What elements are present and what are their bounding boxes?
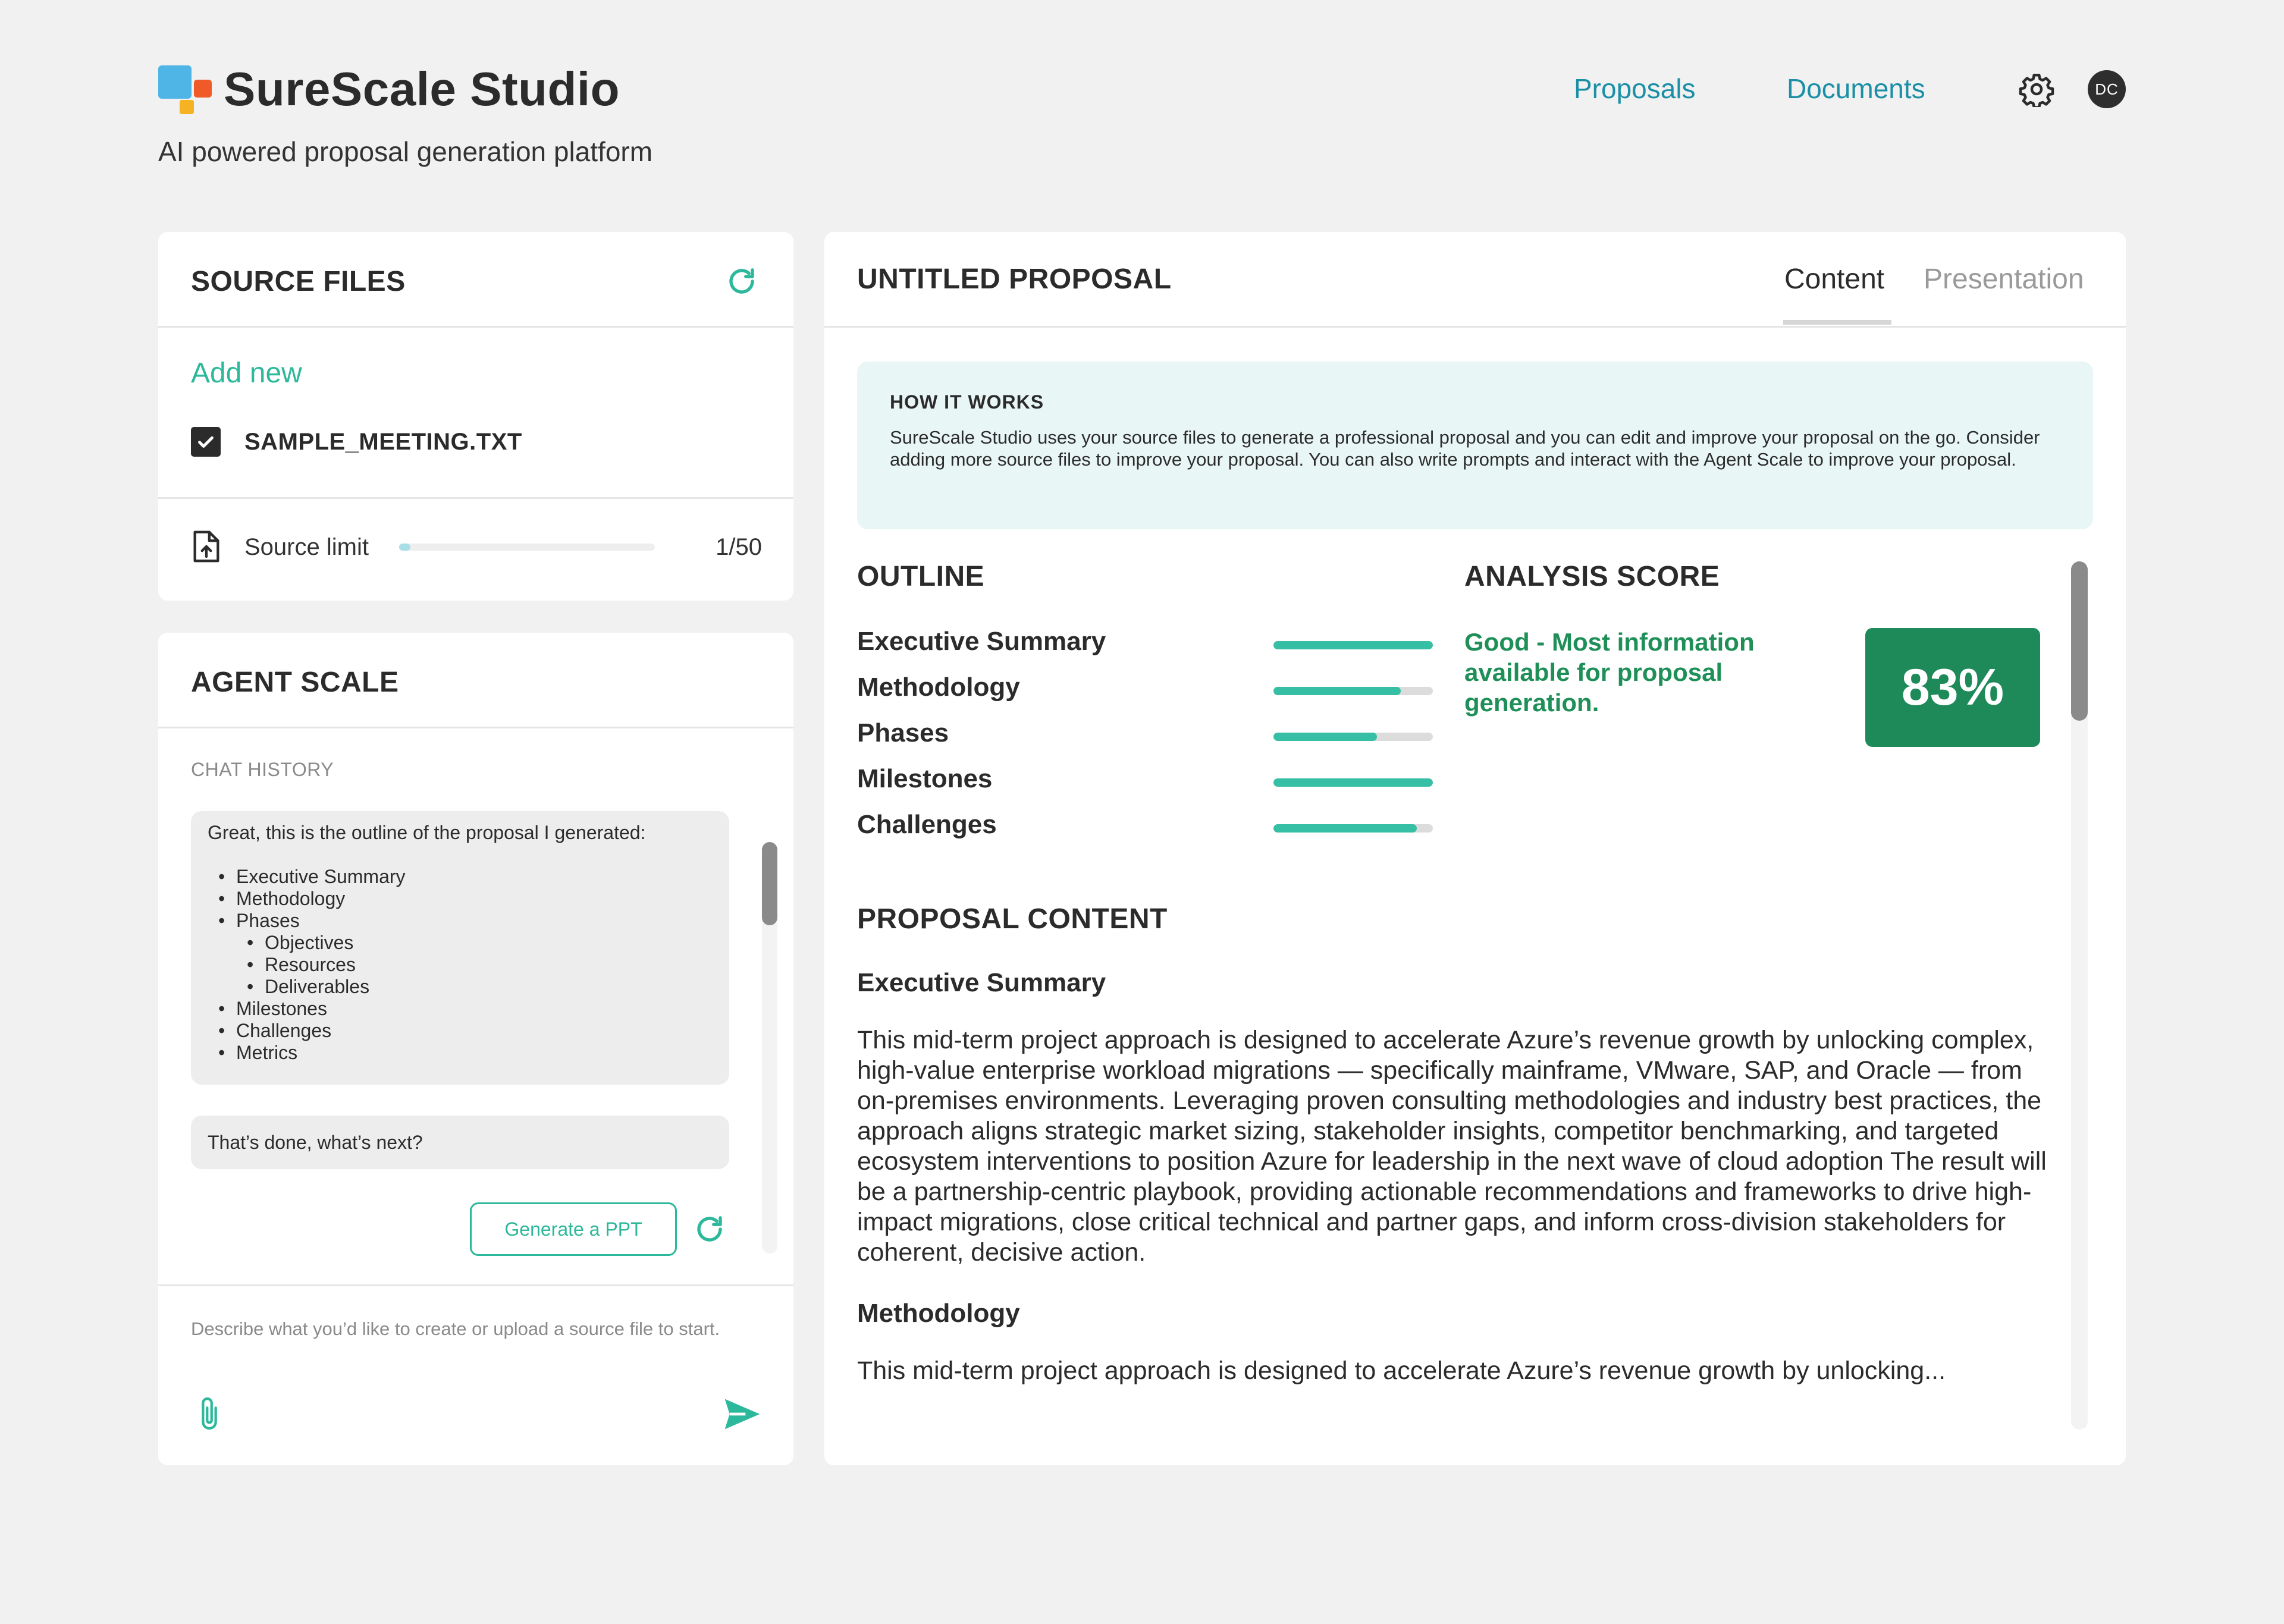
section-text[interactable]: This mid-term project approach is designed to accelerate Azure’s revenue growth by unlocking complex, high-value enterprise workload migrations — specifically mainframe, VMware, SAP, and Oracle — from on-premises environments. Leveraging proven consulting methodologies and industry best practices, the approach aligns strategic market sizing, stakeholder insights, competitor benchmarking, and targeted ecosystem interventions to position Azure for leadership in the next wave of cloud adoption The result will be a partnership-centric playbook, providing actionable recommendations and frameworks to drive high-impact migrations, close critical technical and partner gaps, and inform cross-division stakeholders for coherent, decisive action. [857, 1026, 2047, 1267]
outline-item[interactable] [857, 810, 1404, 846]
refresh-icon[interactable] [726, 265, 758, 297]
tab-presentation[interactable]: Presentation [1924, 263, 2084, 295]
outline-item[interactable] [857, 627, 1404, 662]
source-limit-bar [399, 544, 655, 551]
chat-scrollbar-thumb[interactable] [762, 842, 777, 925]
outline-item-label: Challenges [857, 810, 997, 839]
source-files-title: SOURCE FILES [191, 266, 406, 297]
list-item: • Executive Summary [208, 866, 713, 888]
outline-item-label: Milestones [857, 764, 993, 793]
section-heading: Methodology [857, 1299, 1020, 1328]
app-subtitle: AI powered proposal generation platform [158, 136, 653, 167]
list-item: • Metrics [208, 1042, 713, 1064]
chat-history-label: CHAT HISTORY [191, 759, 334, 780]
outline-item[interactable] [857, 764, 1404, 800]
outline-title: OUTLINE [857, 561, 985, 592]
proposal-title: UNTITLED PROPOSAL [857, 263, 1172, 295]
proposal-panel [824, 232, 2126, 1465]
generate-ppt-button[interactable]: Generate a PPT [470, 1202, 677, 1256]
outline-item-label: Executive Summary [857, 627, 1106, 656]
outline-progress-bar [1273, 733, 1433, 741]
section-text[interactable]: This mid-term project approach is designed to accelerate Azure’s revenue growth by unlocking... [857, 1356, 1946, 1385]
add-new-source-link[interactable]: Add new [191, 357, 302, 389]
regenerate-icon[interactable] [694, 1213, 726, 1245]
list-item: • Deliverables [208, 976, 713, 998]
outline-item[interactable] [857, 718, 1404, 754]
source-file-item[interactable] [191, 427, 522, 457]
list-item: • Resources [208, 954, 713, 976]
file-upload-icon [191, 529, 222, 564]
outline-progress-fill [1273, 778, 1433, 787]
source-files-panel [158, 232, 793, 601]
analysis-score-text: Good - Most information available for proposal generation. [1464, 628, 1755, 717]
gear-icon[interactable] [2019, 71, 2054, 107]
user-message [191, 1116, 729, 1169]
analysis-score-badge: 83% [1865, 628, 2040, 747]
source-limit-count: 1/50 [716, 534, 762, 560]
analysis-score-title: ANALYSIS SCORE [1464, 561, 1720, 592]
section-heading: Executive Summary [857, 968, 1106, 997]
nav-documents-link[interactable]: Documents [1787, 73, 1925, 104]
user-avatar[interactable]: DC [2088, 70, 2126, 108]
outline-progress-bar [1273, 778, 1433, 787]
user-message-text: That’s done, what’s next? [208, 1131, 423, 1153]
agent-scale-panel [158, 633, 793, 1465]
send-icon[interactable] [723, 1397, 761, 1431]
source-limit-row [191, 529, 762, 565]
list-item: • Phases [208, 910, 713, 932]
outline-progress-fill [1273, 641, 1433, 649]
chat-input[interactable]: Describe what you’d like to create or upload a source file to start. [191, 1318, 720, 1339]
agent-message-intro: Great, this is the outline of the proposal I generated: [208, 822, 646, 843]
file-name: SAMPLE_MEETING.TXT [244, 428, 522, 455]
paperclip-icon[interactable] [195, 1395, 224, 1433]
outline-progress-fill [1273, 824, 1417, 833]
file-checkbox[interactable] [191, 427, 221, 457]
outline-progress-fill [1273, 733, 1377, 741]
agent-scale-title: AGENT SCALE [191, 667, 399, 698]
app-title: SureScale Studio [224, 62, 620, 115]
content-scrollbar-thumb[interactable] [2071, 561, 2088, 721]
outline-list [208, 866, 713, 1064]
outline-progress-bar [1273, 641, 1433, 649]
source-limit-fill [399, 544, 410, 551]
agent-message [191, 811, 729, 1085]
nav-proposals-link[interactable]: Proposals [1574, 73, 1696, 104]
tab-content[interactable]: Content [1784, 263, 1885, 295]
list-item: • Methodology [208, 888, 713, 910]
how-it-works-box [857, 362, 2093, 529]
list-item: • Challenges [208, 1020, 713, 1042]
outline-progress-bar [1273, 687, 1433, 695]
app-header [158, 59, 2126, 178]
list-item: • Objectives [208, 932, 713, 954]
active-tab-indicator [1783, 320, 1891, 325]
source-limit-label: Source limit [244, 534, 369, 560]
outline-item-label: Phases [857, 718, 949, 747]
proposal-content-title: PROPOSAL CONTENT [857, 903, 1168, 935]
app-logo [158, 65, 213, 114]
outline-progress-bar [1273, 824, 1433, 833]
outline-item-label: Methodology [857, 673, 1020, 702]
list-item: • Milestones [208, 998, 713, 1020]
outline-item[interactable] [857, 673, 1404, 708]
how-it-works-title: HOW IT WORKS [890, 391, 1044, 413]
how-it-works-text: SureScale Studio uses your source files to generate a professional proposal and you can edit and improve your proposal on the go. Consider adding more source files to improve your proposal. You can also write prompts and interact with the Agent Scale to improve your proposal. [890, 427, 2040, 470]
outline-progress-fill [1273, 687, 1401, 695]
